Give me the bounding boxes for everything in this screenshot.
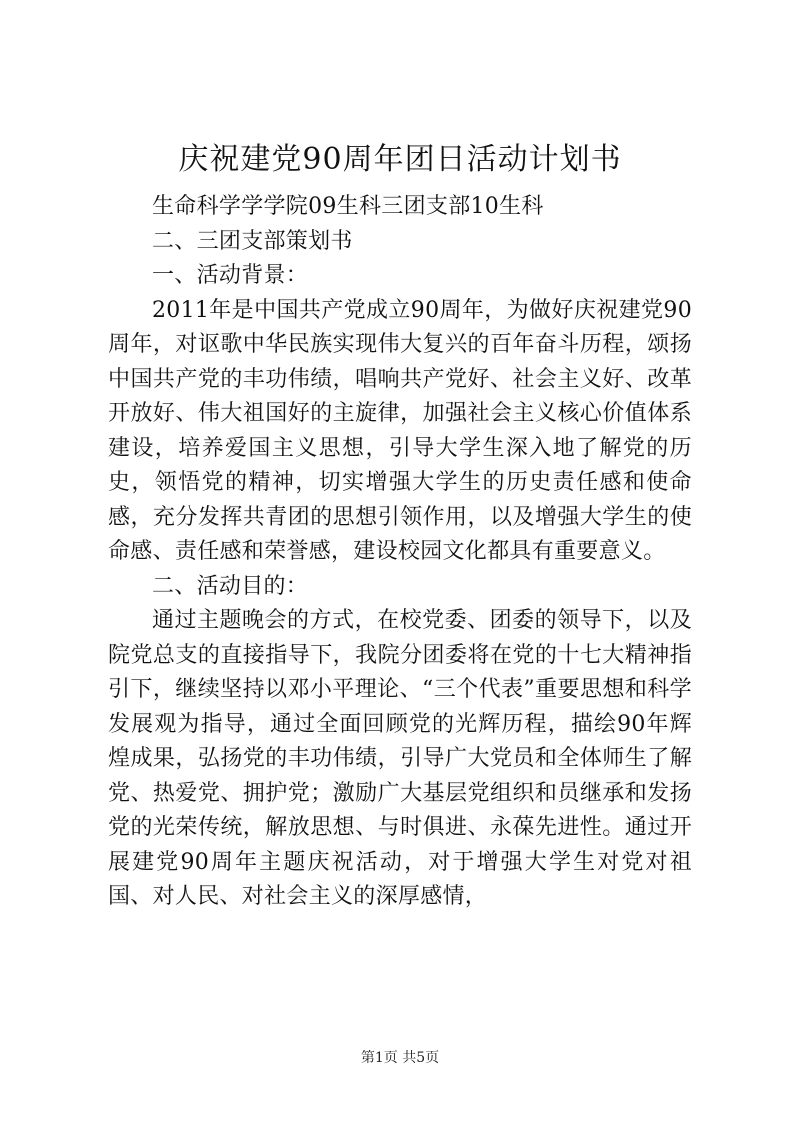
document-body (108, 190, 692, 915)
paragraph-plan-name: 二、三团支部策划书 (152, 228, 353, 254)
page-footer: 第1页 共5页 (360, 1050, 440, 1066)
heading-purpose: 二、活动目的： (152, 573, 309, 599)
document-title: 庆祝建党90周年团日活动计划书 (178, 142, 622, 177)
heading-background: 一、活动背景： (152, 263, 309, 288)
paragraph-purpose: 通过主题晚会的方式，在校党委、团委的领导下，以及院党总支的直接指导下，我院分团委将在党的十七大精神指引下，继续坚持以邓小平理论、“三个代表”重要思想和科学发展观为指导，通过全面回顾党的光辉历程，描绘90年辉煌成果，弘扬党的丰功伟绩，引导广大党员和全体师生了解党、热爱党、拥护党；激励广大基层党组织和员继承和发扬党的光荣传统，解放思想、与时俱进、永葆先进性。通过开展建党90周年主题庆祝活动，对于增强大学生对党对祖国、对人民、对社会主义的深厚感情， (108, 608, 692, 909)
paragraph-department: 生命科学学学院09生科三团支部10生科 (152, 194, 544, 219)
paragraph-background: 2011年是中国共产党成立90周年，为做好庆祝建党90周年，对讴歌中华民族实现伟大复兴的百年奋斗历程，颂扬中国共产党的丰功伟绩，唱响共产党好、社会主义好、改革开放好、伟大祖国好的主旋律，加强社会主义核心价值体系建设，培养爱国主义思想，引导大学生深入地了解党的历史，领悟党的精神，切实增强大学生的历史责任感和使命感，充分发挥共青团的思想引领作用，以及增强大学生的使命感、责任感和荣誉感，建设校园文化都具有重要意义。 (108, 297, 692, 564)
